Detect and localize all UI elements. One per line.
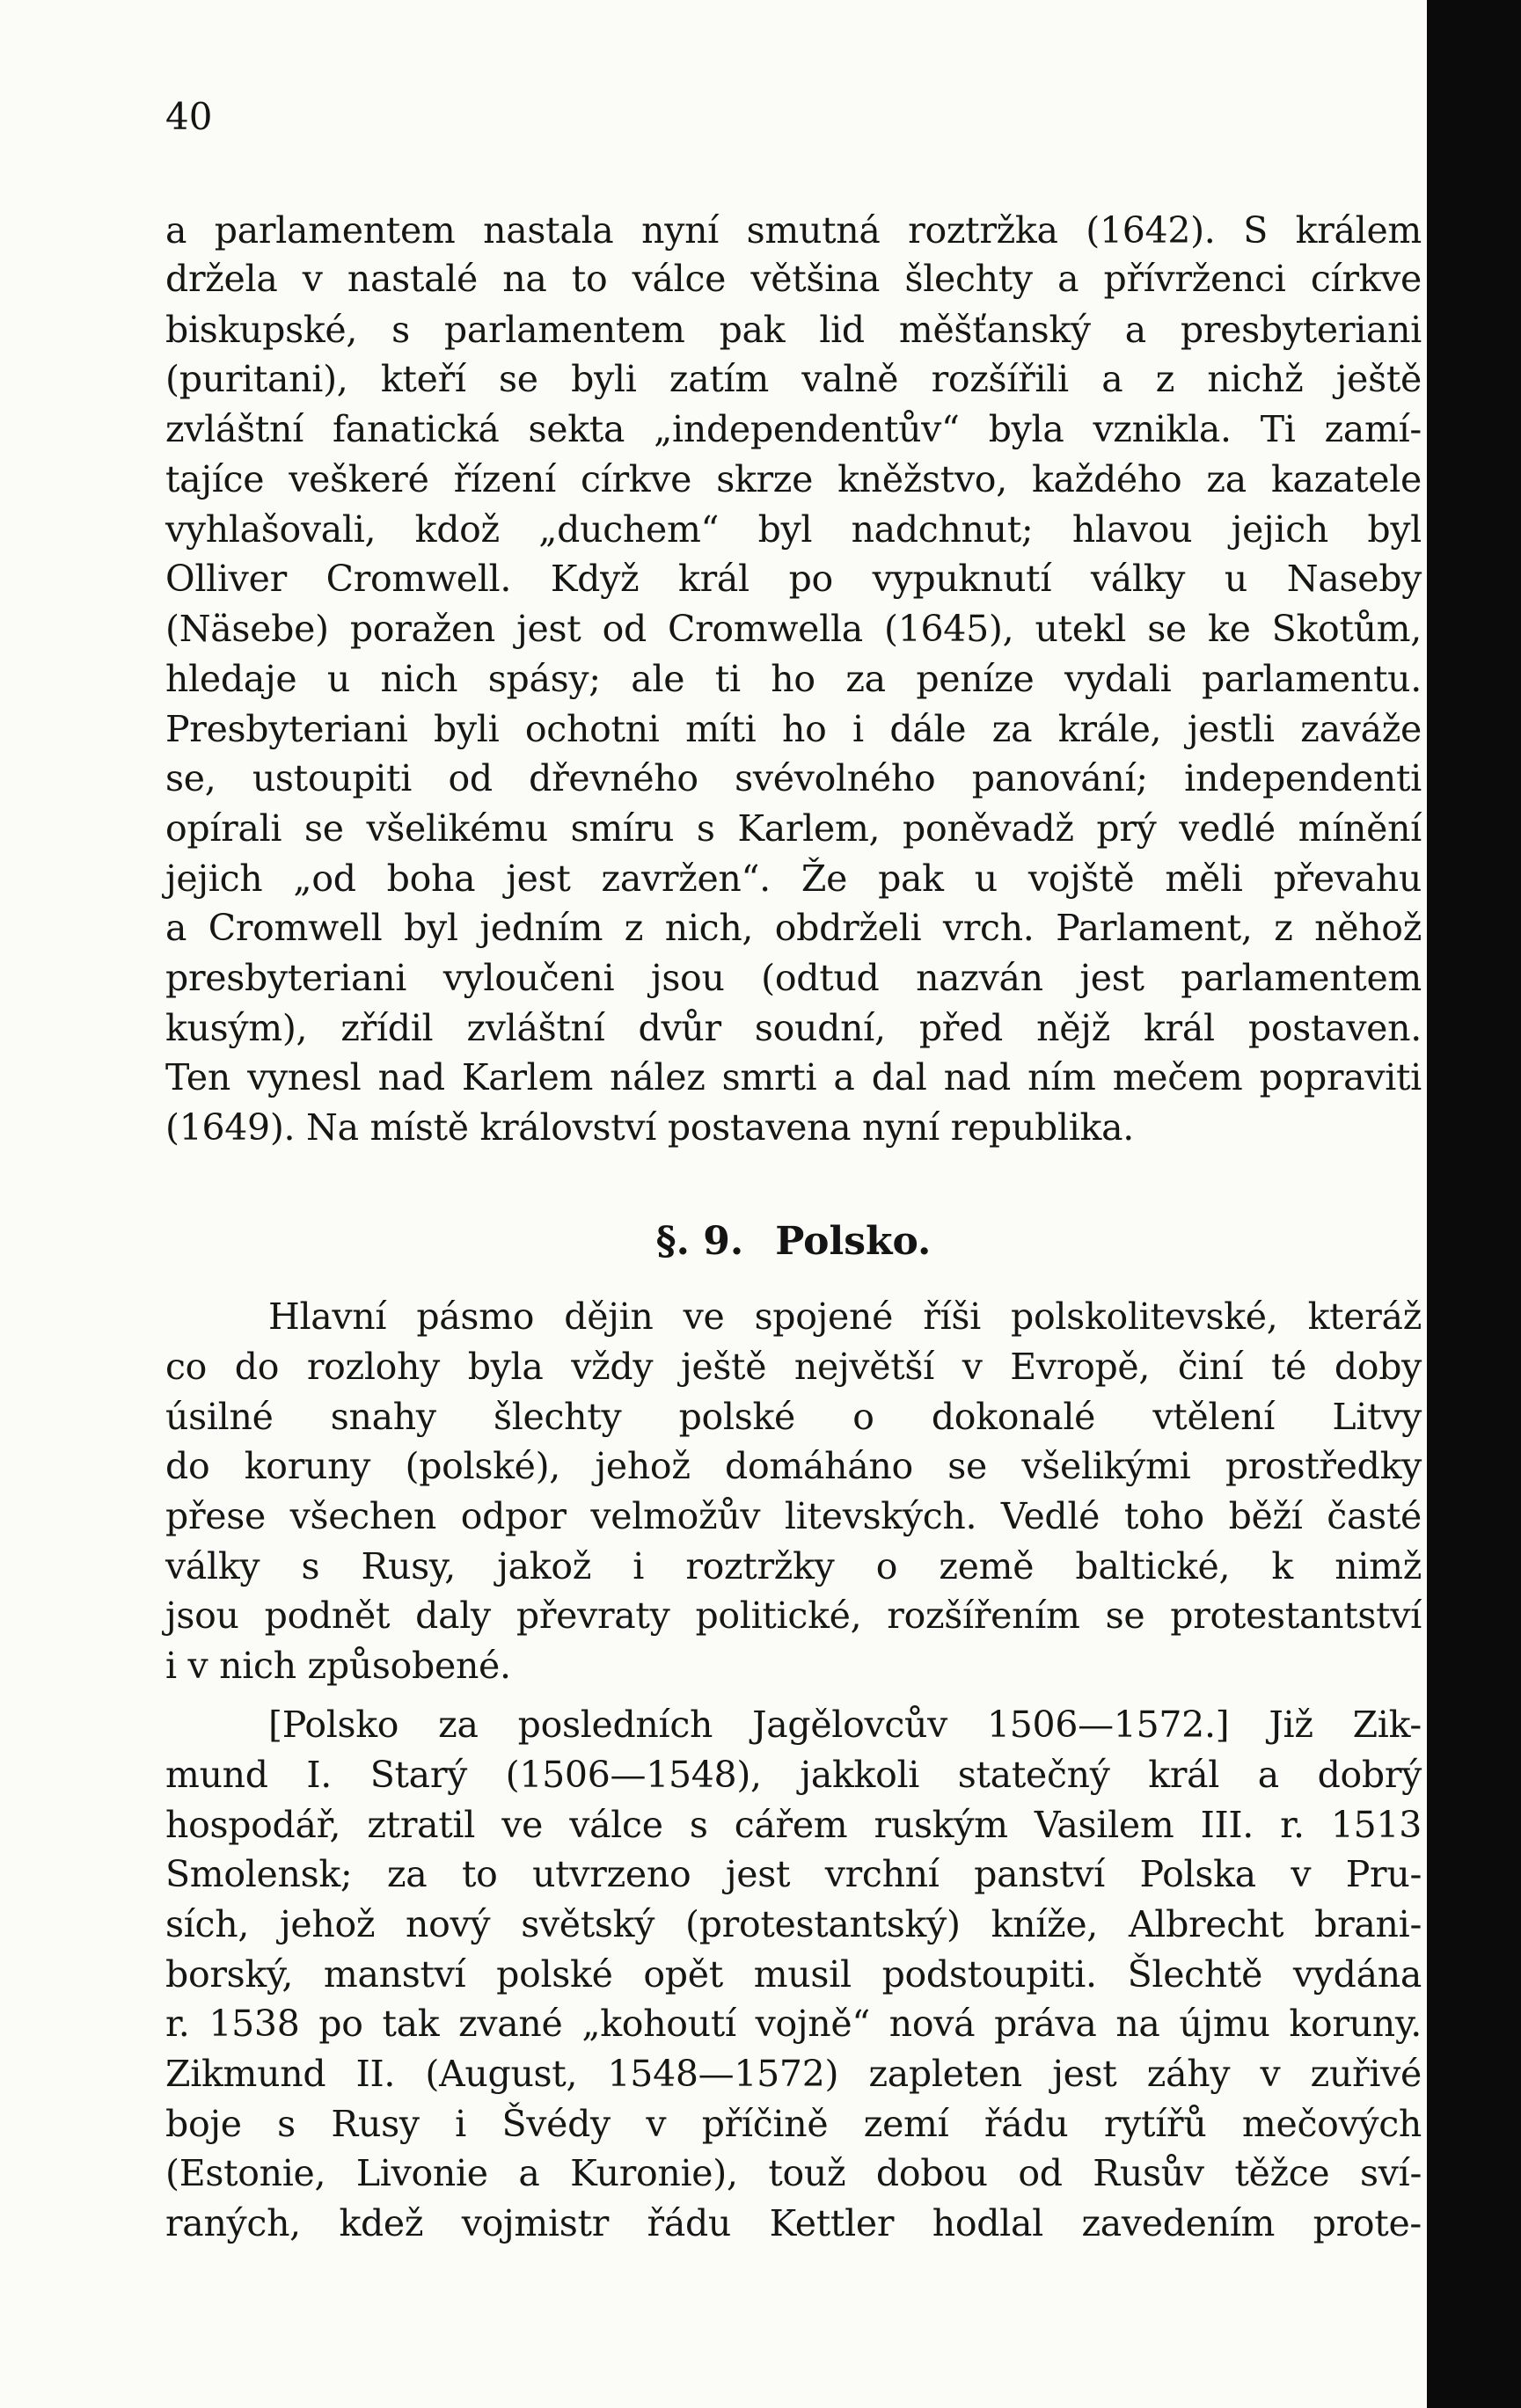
text-line: držela v nastalé na to válce většina šlechty a přívrženci církve bbox=[165, 258, 1422, 300]
text-line: boje s Rusy i Švédy v příčině zemí řádu rytířů mečových bbox=[165, 2103, 1422, 2145]
text-line: Presbyteriani byli ochotni míti ho i dále za krále, jestli zaváže bbox=[165, 708, 1422, 750]
text-line: i v nich způsobené. bbox=[165, 1645, 511, 1687]
text-line: co do rozlohy byla vždy ještě největší v Evropě, činí té doby bbox=[165, 1346, 1422, 1388]
text-line: borský, manství polské opět musil podstoupiti. Šlechtě vydána bbox=[165, 1953, 1422, 1996]
section-number: §. 9. bbox=[655, 1219, 744, 1264]
text-line: Hlavní pásmo dějin ve spojené říši polskolitevské, kteráž bbox=[268, 1295, 1422, 1338]
text-line: (Estonie, Livonie a Kuronie), touž dobou od Rusův těžce sví- bbox=[165, 2152, 1422, 2194]
text-line: sích, jehož nový světský (protestantský) kníže, Albrecht brani- bbox=[165, 1903, 1422, 1945]
text-line: a parlamentem nastala nyní smutná roztržka (1642). S králem bbox=[165, 209, 1422, 252]
text-line: vyhlašovali, kdož „duchem“ byl nadchnut; hlavou jejich byl bbox=[165, 508, 1422, 551]
text-line: tajíce veškeré řízení církve skrze kněžstvo, každého za kazatele bbox=[165, 458, 1422, 500]
text-line: presbyteriani vyloučeni jsou (odtud nazván jest parlamentem bbox=[165, 957, 1422, 999]
text-line: kusým), zřídil zvláštní dvůr soudní, před nějž král postaven. bbox=[165, 1007, 1422, 1049]
text-line: biskupské, s parlamentem pak lid měšťanský a presbyteriani bbox=[165, 309, 1422, 351]
text-line: přese všechen odpor velmožův litevských. Vedlé toho běží časté bbox=[165, 1495, 1422, 1537]
text-line: mund I. Starý (1506—1548), jakkoli statečný král a dobrý bbox=[165, 1754, 1422, 1796]
text-line: (1649). Na místě království postavena nyní republika. bbox=[165, 1106, 1134, 1149]
text-line: a Cromwell byl jedním z nich, obdrželi vrch. Parlament, z něhož bbox=[165, 907, 1422, 949]
text-line: války s Rusy, jakož i roztržky o země baltické, k nimž bbox=[165, 1545, 1422, 1587]
text-line: do koruny (polské), jehož domáháno se všelikými prostředky bbox=[165, 1445, 1422, 1487]
text-line: raných, kdež vojmistr řádu Kettler hodlal zavedením prote- bbox=[165, 2202, 1422, 2244]
text-line: hospodář, ztratil ve válce s cářem ruským Vasilem III. r. 1513 bbox=[165, 1804, 1422, 1846]
text-line: opírali se všelikému smíru s Karlem, poněvadž prý vedlé mínění bbox=[165, 807, 1422, 850]
text-line: Smolensk; za to utvrzeno jest vrchní panství Polska v Pru- bbox=[165, 1853, 1422, 1895]
text-line: [Polsko za posledních Jagělovcův 1506—1572.] Již Zik- bbox=[268, 1704, 1422, 1746]
text-line: Zikmund II. (August, 1548—1572) zapleten jest záhy v zuřivé bbox=[165, 2053, 1422, 2095]
text-line: se, ustoupiti od dřevného svévolného panování; independenti bbox=[165, 757, 1422, 799]
text-line: (Näsebe) poražen jest od Cromwella (1645), utekl se ke Skotům, bbox=[165, 608, 1422, 650]
text-line: (puritani), kteří se byli zatím valně rozšířili a z nichž ještě bbox=[165, 358, 1422, 400]
text-line: Olliver Cromwell. Když král po vypuknutí války u Naseby bbox=[165, 558, 1422, 600]
text-line: zvláštní fanatická sekta „independentův“ byla vznikla. Ti zamí- bbox=[165, 408, 1422, 450]
text-line: jsou podnět daly převraty politické, rozšířením se protestantství bbox=[165, 1594, 1422, 1637]
text-line: r. 1538 po tak zvané „kohoutí vojně“ nová práva na újmu koruny. bbox=[165, 2003, 1422, 2045]
text-line: úsilné snahy šlechty polské o dokonalé vtělení Litvy bbox=[165, 1396, 1422, 1438]
text-line: jejich „od boha jest zavržen“. Že pak u vojště měli převahu bbox=[165, 857, 1422, 900]
page-number: 40 bbox=[165, 95, 213, 138]
section-title: Polsko. bbox=[775, 1219, 932, 1264]
text-line: Ten vynesl nad Karlem nález smrti a dal nad ním mečem popraviti bbox=[165, 1056, 1422, 1098]
section-heading bbox=[165, 1216, 1422, 1267]
text-line: hledaje u nich spásy; ale ti ho za peníze vydali parlamentu. bbox=[165, 658, 1422, 700]
